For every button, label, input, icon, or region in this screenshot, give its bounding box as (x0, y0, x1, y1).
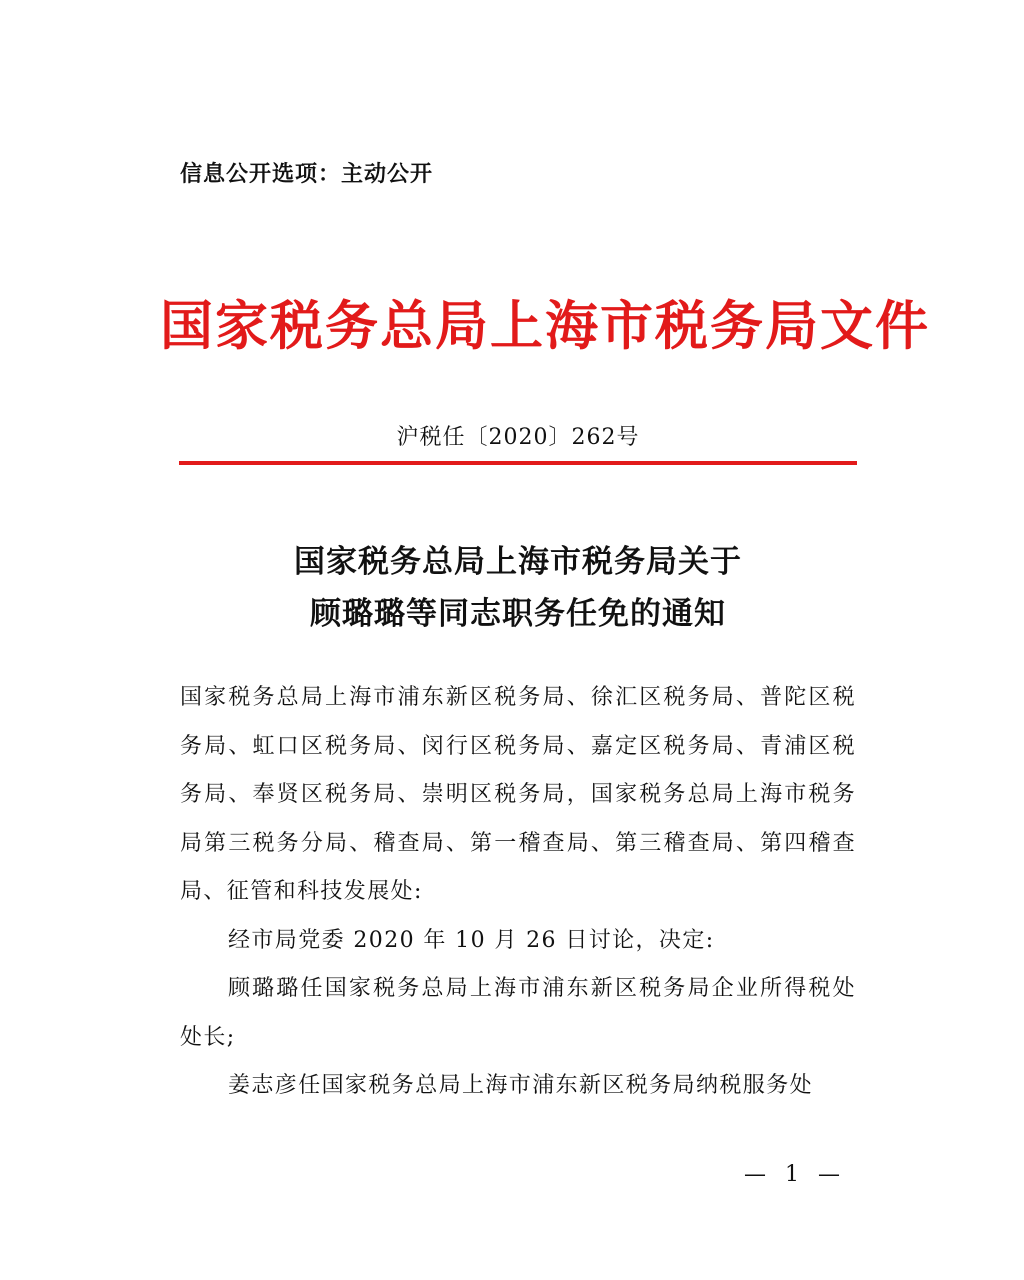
document-number: 沪税任〔2020〕262号 (396, 425, 640, 450)
notice-body (180, 674, 856, 1111)
addressees-paragraph: 国家税务总局上海市浦东新区税务局、徐汇区税务局、普陀区税务局、虹口区税务局、闵行区税务局、嘉定区税务局、青浦区税务局、奉贤区税务局、崇明区税务局，国家税务总局上海市税务局第三税务分局、稽查局、第一稽查局、第三稽查局、第四稽查局、征管和科技发展处: (180, 685, 856, 904)
page-number: — 1 — (744, 1162, 846, 1187)
appointment-paragraph-1: 顾璐璐任国家税务总局上海市浦东新区税务局企业所得税处处长; (180, 976, 856, 1050)
red-divider-line (179, 461, 857, 465)
notice-title-line-2: 顾璐璐等同志职务任免的通知 (310, 596, 726, 632)
disclosure-option: 信息公开选项：主动公开 (180, 162, 434, 187)
red-masthead-title: 国家税务总局上海市税务局文件 (160, 295, 930, 357)
notice-title (180, 536, 856, 640)
appointment-paragraph-2: 姜志彦任国家税务总局上海市浦东新区税务局纳税服务处 (228, 1073, 814, 1098)
notice-title-line-1: 国家税务总局上海市税务局关于 (294, 544, 742, 580)
decision-intro-paragraph: 经市局党委 2020 年 10 月 26 日讨论，决定: (228, 927, 715, 953)
